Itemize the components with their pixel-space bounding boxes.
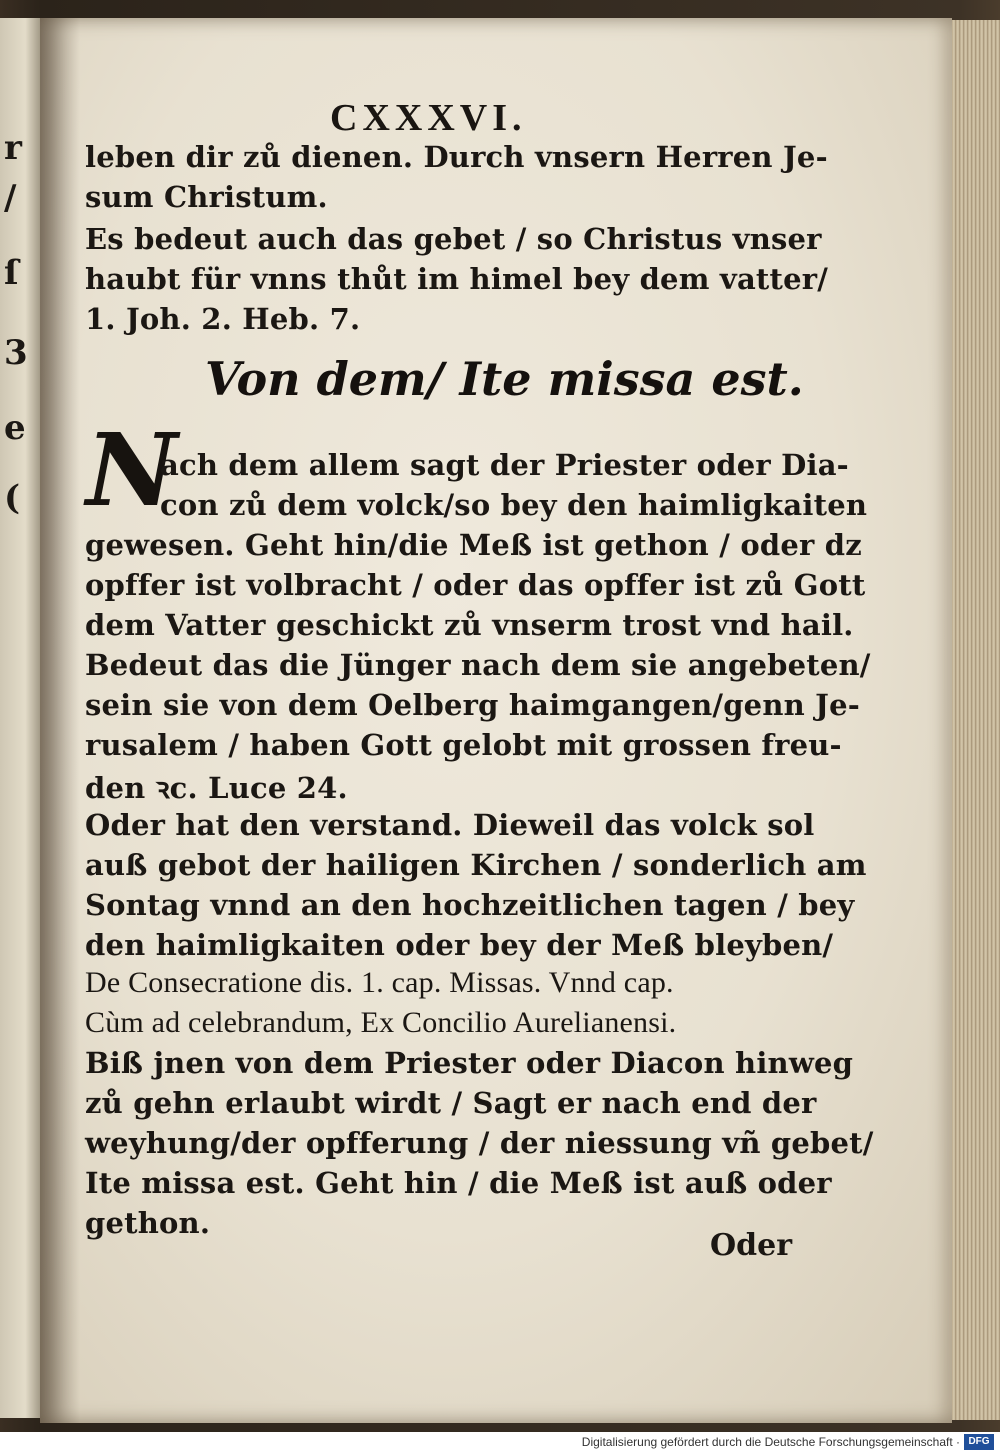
facing-page-edge <box>0 18 42 1418</box>
text-line: gewesen. Geht hin/die Meß ist gethon / oder dz <box>85 528 862 562</box>
text-line: Sontag vnnd an den hochzeitlichen tagen / bey <box>85 888 855 922</box>
text-line: rusalem / haben Gott gelobt mit grossen freu- <box>85 728 842 762</box>
text-line: Biß jnen von dem Priester oder Diacon hinweg <box>85 1046 854 1080</box>
text-line: opffer ist volbracht / oder das opffer ist zů Gott <box>85 568 866 602</box>
text-line: auß gebot der hailigen Kirchen / sonderlich am <box>85 848 867 882</box>
page-folio-number: CXXXVI. <box>330 97 527 139</box>
text-line: Ite missa est. Geht hin / die Meß ist auß oder <box>85 1166 832 1200</box>
text-line-latin: Cùm ad celebrandum, Ex Concilio Aurelianensi. <box>85 1006 677 1039</box>
text-line: dem Vatter geschickt zů vnserm trost vnd hail. <box>85 608 854 642</box>
text-line: sum Christum. <box>85 180 328 214</box>
text-line-latin: De Consecratione dis. 1. cap. Missas. Vnnd cap. <box>85 966 674 999</box>
text-line: ach dem allem sagt der Priester oder Dia- <box>160 448 849 482</box>
section-heading: Von dem/ Ite missa est. <box>205 352 804 406</box>
text-line: haubt für vnns thůt im himel bey dem vatter/ <box>85 262 829 296</box>
facing-page-fragment: e <box>4 408 26 448</box>
facing-page-fragment: ( <box>4 478 21 518</box>
dfg-logo: DFG <box>964 1434 994 1450</box>
text-line: 1. Joh. 2. Heb. 7. <box>85 302 361 336</box>
facing-page-fragment: r <box>4 128 22 168</box>
text-line: con zů dem volck/so bey den haimligkaiten <box>160 488 868 522</box>
text-line: Oder hat den verstand. Dieweil das volck sol <box>85 808 815 842</box>
facing-page-fragment: / <box>4 178 17 218</box>
text-line: den haimligkaiten oder bey der Meß bleyben/ <box>85 928 834 962</box>
decorated-initial: N <box>86 411 178 529</box>
text-line: gethon. <box>85 1206 211 1240</box>
facing-page-fragment: 3 <box>4 333 28 373</box>
text-line: Es bedeut auch das gebet / so Christus vnser <box>85 222 822 256</box>
facing-page-fragment: ſ <box>4 253 19 293</box>
gutter-shadow <box>40 18 80 1423</box>
text-line: leben dir zů dienen. Durch vnsern Herren Je- <box>85 140 828 174</box>
text-line: Bedeut das die Jünger nach dem sie angebeten/ <box>85 648 871 682</box>
catchword: Oder <box>710 1228 793 1263</box>
text-line: weyhung/der opfferung / der niessung vñ gebet/ <box>85 1126 874 1160</box>
funding-credit: Digitalisierung gefördert durch die Deutsche Forschungsgemeinschaft · <box>581 1435 960 1449</box>
text-line: zů gehn erlaubt wirdt / Sagt er nach end der <box>85 1086 817 1120</box>
page-stack-edge <box>948 20 1000 1420</box>
footer-bar <box>0 1432 1000 1453</box>
text-line: sein sie von dem Oelberg haimgangen/genn Je- <box>85 688 860 722</box>
text-line: den ꝛc. Luce 24. <box>85 771 348 805</box>
